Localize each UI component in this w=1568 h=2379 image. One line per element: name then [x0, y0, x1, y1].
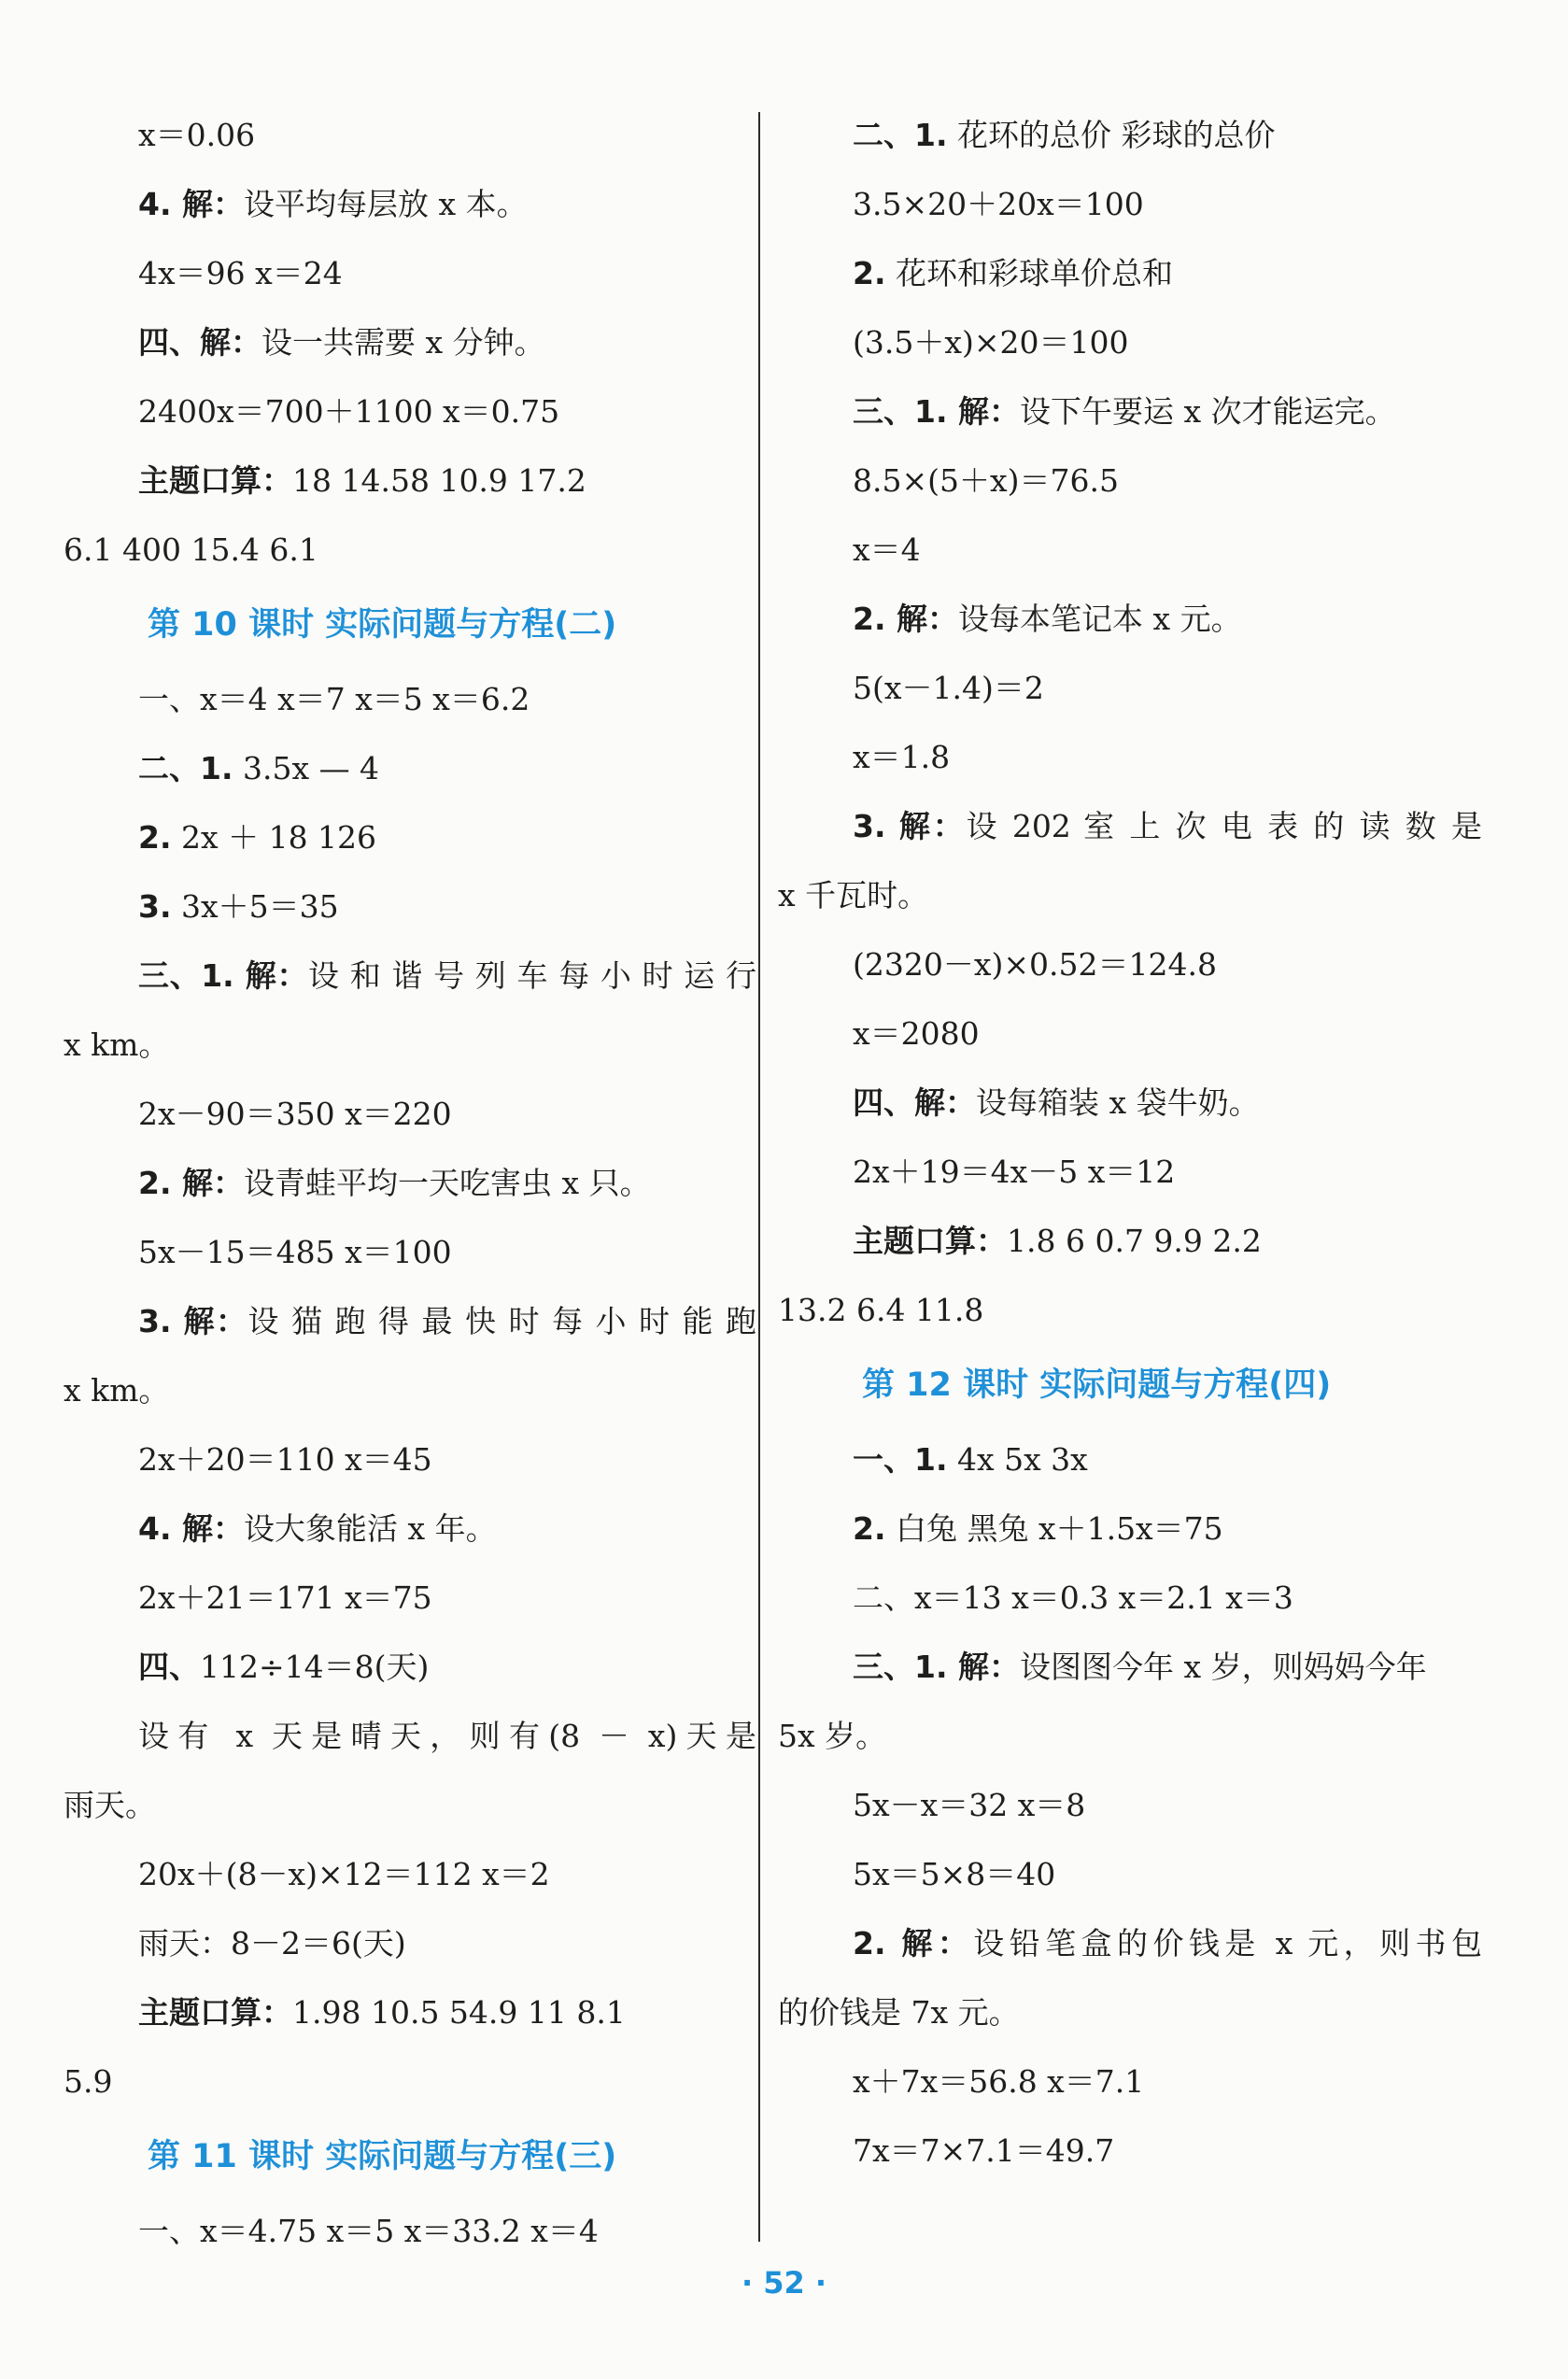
- answer-label: 2.: [853, 1510, 886, 1547]
- answer-text: 设一共需要 x 分钟。: [261, 324, 545, 361]
- answer-text: (3.5＋x)×20＝100: [853, 324, 1129, 361]
- answer-label: 二、1.: [853, 117, 948, 153]
- answer-line: [778, 1494, 1488, 1564]
- answer-text: 5x 岁。: [778, 1718, 887, 1754]
- answer-line: [778, 2117, 1488, 2186]
- answer-line: [64, 1633, 762, 1702]
- answer-text: 1.98 10.5 54.9 11 8.1: [292, 1994, 626, 2031]
- answer-text: 设有 x 天是晴天，则有(8 － x)天是: [138, 1718, 756, 1754]
- answer-line: [778, 930, 1488, 999]
- section-heading: [64, 585, 762, 665]
- section-heading: [778, 1345, 1488, 1425]
- answer-line: [778, 446, 1488, 516]
- answer-line: [64, 239, 762, 308]
- answer-line: [778, 1840, 1488, 1909]
- answer-text: 设每本笔记本 x 元。: [958, 601, 1242, 637]
- answer-label: 主题口算：: [138, 462, 292, 499]
- answer-line: [778, 1207, 1488, 1276]
- answer-text: 8.5×(5＋x)＝76.5: [853, 462, 1119, 499]
- left-column: [64, 101, 762, 2266]
- answer-line: [64, 446, 762, 516]
- answer-text: x＝0.06: [138, 117, 256, 153]
- answer-label: 4. 解：: [138, 1510, 244, 1547]
- answer-text: 雨天：8－2＝6(天): [138, 1925, 406, 1961]
- answer-line: [778, 308, 1488, 377]
- answer-label: 一、1.: [853, 1441, 948, 1478]
- answer-text: x＝2080: [853, 1015, 980, 1052]
- answer-text: 3.5x — 4: [233, 750, 380, 786]
- answer-text: 的价钱是 7x 元。: [778, 1994, 1020, 2031]
- answer-label: 2. 解：: [853, 1925, 974, 1961]
- answer-line: [64, 1149, 762, 1218]
- answer-line: [778, 239, 1488, 308]
- answer-label: 四、: [138, 1649, 200, 1685]
- answer-line: [64, 170, 762, 239]
- answer-label: 3. 解：: [853, 808, 967, 844]
- answer-line: [778, 377, 1488, 446]
- answer-text: 二、x＝13 x＝0.3 x＝2.1 x＝3: [853, 1579, 1293, 1616]
- answer-line: [778, 1633, 1488, 1702]
- answer-text: 1.8 6 0.7 9.9 2.2: [1007, 1223, 1262, 1259]
- answer-line: [64, 942, 762, 1011]
- answer-line: [778, 654, 1488, 723]
- answer-label: 主题口算：: [853, 1223, 1007, 1259]
- answer-line: [64, 1218, 762, 1287]
- answer-line: [778, 1069, 1488, 1138]
- answer-text: 白兔 黑兔 x＋1.5x＝75: [885, 1510, 1223, 1547]
- answer-text: 第 10 课时 实际问题与方程(二): [148, 606, 617, 644]
- answer-line: [64, 1425, 762, 1494]
- answer-label: 三、1. 解：: [853, 1649, 1020, 1685]
- answer-text: 设 和 谐 号 列 车 每 小 时 运 行: [308, 957, 756, 994]
- section-heading: [64, 2117, 762, 2197]
- answer-text: x 千瓦时。: [778, 877, 929, 913]
- answer-line: [64, 1978, 762, 2047]
- answer-text: 设平均每层放 x 本。: [244, 186, 528, 222]
- answer-label: 四、解：: [853, 1084, 976, 1121]
- answer-label: 2. 解：: [138, 1165, 244, 1201]
- answer-line: [64, 872, 762, 942]
- answer-text: 雨天。: [64, 1787, 156, 1823]
- answer-line: [778, 999, 1488, 1069]
- answer-text: 2x＋19＝4x－5 x＝12: [853, 1154, 1176, 1190]
- answer-line: [64, 1702, 762, 1771]
- answer-line: [64, 1564, 762, 1633]
- answer-label: 四、解：: [138, 324, 261, 361]
- answer-line: [64, 665, 762, 734]
- answer-label: 2.: [853, 255, 886, 291]
- answer-text: 7x＝7×7.1＝49.7: [853, 2132, 1115, 2169]
- answer-line: [64, 803, 762, 872]
- answer-line: [778, 861, 1488, 930]
- answer-line: [778, 1138, 1488, 1207]
- answer-text: 6.1 400 15.4 6.1: [64, 531, 318, 568]
- answer-text: 20x＋(8－x)×12＝112 x＝2: [138, 1856, 550, 1892]
- answer-line: [778, 170, 1488, 239]
- answer-line: [64, 2047, 762, 2117]
- answer-text: 一、x＝4.75 x＝5 x＝33.2 x＝4: [138, 2213, 599, 2249]
- answer-line: [64, 1840, 762, 1909]
- answer-line: [64, 1080, 762, 1149]
- answer-line: [778, 101, 1488, 170]
- answer-line: [64, 308, 762, 377]
- answer-text: 设图图今年 x 岁，则妈妈今年: [1020, 1649, 1427, 1685]
- answer-text: 设 202 室 上 次 电 表 的 读 数 是: [966, 808, 1482, 844]
- answer-line: [778, 585, 1488, 654]
- answer-line: [778, 723, 1488, 792]
- answer-label: 3.: [138, 888, 172, 925]
- answer-text: 3.5×20＋20x＝100: [853, 186, 1144, 222]
- answer-text: 设 猫 跑 得 最 快 时 每 小 时 能 跑: [247, 1303, 756, 1339]
- answer-line: [778, 2047, 1488, 2117]
- answer-line: [64, 1771, 762, 1840]
- answer-line: [64, 1287, 762, 1356]
- answer-text: 花环的总价 彩球的总价: [947, 117, 1276, 153]
- answer-label: 4. 解：: [138, 186, 244, 222]
- answer-line: [64, 734, 762, 803]
- answer-text: 5x－x＝32 x＝8: [853, 1787, 1086, 1823]
- answer-line: [778, 1276, 1488, 1345]
- answer-text: 设青蛙平均一天吃害虫 x 只。: [244, 1165, 651, 1201]
- answer-text: 2400x＝700＋1100 x＝0.75: [138, 393, 560, 430]
- answer-text: 5.9: [64, 2063, 113, 2100]
- answer-line: [64, 1494, 762, 1564]
- page-number: · 52 ·: [741, 2265, 827, 2301]
- answer-label: 主题口算：: [138, 1994, 292, 2031]
- answer-line: [64, 2197, 762, 2266]
- answer-text: x＋7x＝56.8 x＝7.1: [853, 2063, 1145, 2100]
- answer-text: x＝1.8: [853, 739, 951, 775]
- answer-text: x＝4: [853, 531, 921, 568]
- answer-label: 2.: [138, 819, 172, 856]
- answer-line: [64, 1011, 762, 1080]
- answer-label: 三、1. 解：: [853, 393, 1020, 430]
- answer-text: 2x－90＝350 x＝220: [138, 1096, 452, 1132]
- answer-text: 2x＋20＝110 x＝45: [138, 1441, 432, 1478]
- answer-line: [778, 1978, 1488, 2047]
- answer-text: 4x＝96 x＝24: [138, 255, 343, 291]
- answer-line: [64, 516, 762, 585]
- right-column: [778, 101, 1488, 2186]
- answer-text: 第 11 课时 实际问题与方程(三): [148, 2138, 617, 2175]
- answer-text: 3x＋5＝35: [171, 888, 339, 925]
- answer-text: 设下午要运 x 次才能运完。: [1020, 393, 1396, 430]
- answer-text: 5(x－1.4)＝2: [853, 670, 1044, 706]
- answer-text: 花环和彩球单价总和: [885, 255, 1173, 291]
- answer-line: [778, 792, 1488, 861]
- answer-line: [778, 1909, 1488, 1978]
- answer-text: (2320－x)×0.52＝124.8: [853, 946, 1217, 983]
- answer-line: [64, 1356, 762, 1425]
- answer-line: [64, 1909, 762, 1978]
- answer-line: [778, 1771, 1488, 1840]
- answer-label: 3. 解：: [138, 1303, 248, 1339]
- answer-text: 一、x＝4 x＝7 x＝5 x＝6.2: [138, 681, 530, 717]
- answer-text: 5x－15＝485 x＝100: [138, 1234, 452, 1270]
- answer-text: x km。: [64, 1372, 170, 1409]
- answer-text: x km。: [64, 1027, 170, 1063]
- answer-line: [778, 1425, 1488, 1494]
- answer-line: [778, 1702, 1488, 1771]
- answer-line: [64, 377, 762, 446]
- answer-text: 5x＝5×8＝40: [853, 1856, 1056, 1892]
- answer-label: 三、1. 解：: [138, 957, 309, 994]
- answer-line: [778, 516, 1488, 585]
- answer-line: [778, 1564, 1488, 1633]
- answer-text: 第 12 课时 实际问题与方程(四): [862, 1367, 1332, 1404]
- column-divider: [758, 112, 760, 2242]
- answer-label: 二、1.: [138, 750, 233, 786]
- answer-text: 112÷14＝8(天): [200, 1649, 430, 1685]
- answer-text: 设大象能活 x 年。: [244, 1510, 497, 1547]
- answer-text: 18 14.58 10.9 17.2: [292, 462, 586, 499]
- answer-text: 2x＋21＝171 x＝75: [138, 1579, 432, 1616]
- answer-text: 设铅笔盒的价钱是 x 元，则书包: [973, 1925, 1482, 1961]
- answer-line: [64, 101, 762, 170]
- answer-label: 2. 解：: [853, 601, 958, 637]
- answer-text: 设每箱装 x 袋牛奶。: [976, 1084, 1260, 1121]
- answer-text: 2x ＋ 18 126: [171, 819, 377, 856]
- answer-text: 13.2 6.4 11.8: [778, 1292, 984, 1328]
- answer-text: 4x 5x 3x: [947, 1441, 1088, 1478]
